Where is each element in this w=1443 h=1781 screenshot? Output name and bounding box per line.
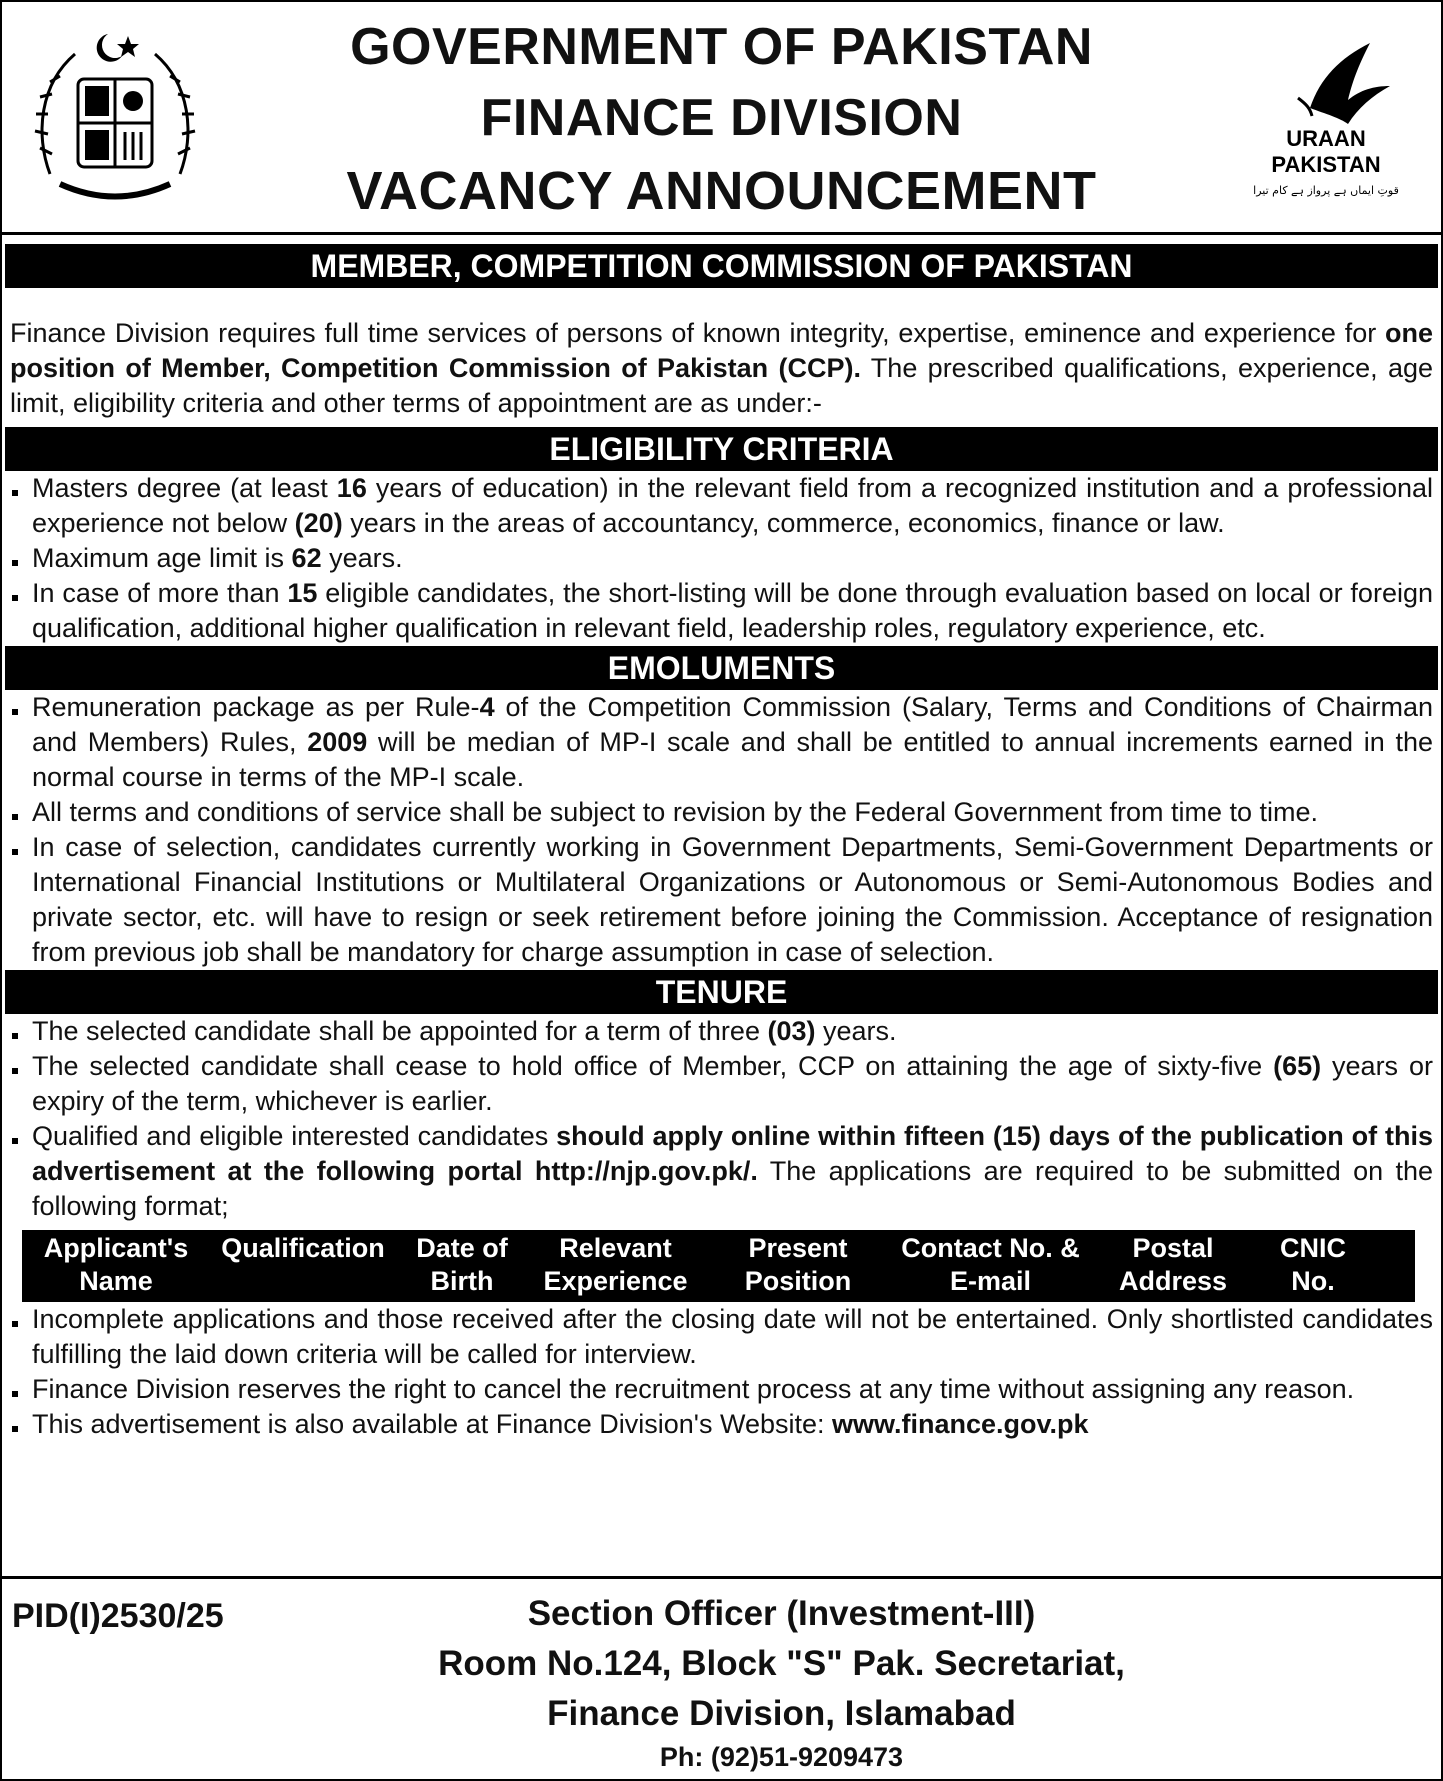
- list-item: All terms and conditions of service shall be subject to revision by the Federal Government from time to time.: [32, 795, 1433, 830]
- intro-paragraph: [2, 316, 1441, 421]
- application-format-table: [22, 1230, 1415, 1302]
- intro-text-end: The prescribed qualifications, experience, age limit, eligibility criteria and other terms of appointment are as under:-: [10, 353, 1433, 418]
- uraan-pakistan-logo: [1240, 38, 1412, 208]
- intro-bold-text: one position of Member, Competition Commission of Pakistan (CCP).: [10, 318, 1433, 383]
- list-item: The selected candidate shall cease to hold office of Member, CCP on attaining the age of sixty-five (65) years or expiry of the term, whichever is earlier.: [32, 1049, 1433, 1119]
- tenure-list: [2, 1014, 1441, 1224]
- emoluments-heading: EMOLUMENTS: [5, 646, 1438, 690]
- position-title-bar: MEMBER, COMPETITION COMMISSION OF PAKISTAN: [5, 244, 1438, 288]
- pid-number: PID(I)2530/25: [12, 1597, 224, 1635]
- list-item: In case of more than 15 eligible candidates, the short-listing will be done through evaluation based on local or foreign qualification, additional higher qualification in relevant field, leadership roles, regulatory experience, etc.: [32, 576, 1433, 646]
- format-column-header: CNIC No.: [1280, 1233, 1346, 1296]
- title-division: FINANCE DIVISION: [480, 89, 963, 147]
- format-column-header: Contact No. & E-mail: [901, 1233, 1080, 1296]
- format-column-header: Present Position: [744, 1233, 852, 1296]
- eligibility-heading: ELIGIBILITY CRITERIA: [5, 427, 1438, 471]
- list-item: Remuneration package as per Rule-4 of the Competition Commission (Salary, Terms and Conditions of Chairman and Members) Rules, 2009 will be median of MP-I scale and shall be entitled to annual increments earned in the normal course in terms of the MP-I scale.: [32, 690, 1433, 795]
- format-column-header: Postal Address: [1118, 1233, 1228, 1296]
- list-item: The selected candidate shall be appointed for a term of three (03) years.: [32, 1014, 1433, 1049]
- closing-list: [2, 1302, 1441, 1442]
- announcement-title: [232, 12, 1211, 228]
- format-column-header: Applicant's Name: [43, 1233, 189, 1296]
- list-item: Masters degree (at least 16 years of education) in the relevant field from a recognized institution and a professional experience not below (20) years in the areas of accountancy, commerce, economics, finance or law.: [32, 471, 1433, 541]
- format-column-header: Date of Birth: [416, 1233, 508, 1296]
- list-item: This advertisement is also available at Finance Division's Website: www.finance.gov.pk: [32, 1407, 1433, 1442]
- room-address: Room No.124, Block "S" Pak. Secretariat,: [438, 1644, 1125, 1683]
- eligibility-list: [2, 471, 1441, 646]
- contact-address: [282, 1589, 1281, 1775]
- list-item: Qualified and eligible interested candidates should apply online within fifteen (15) days of the publication of this advertisement at the following portal http://njp.gov.pk/. The applications are required to be submitted on the following format;: [32, 1119, 1433, 1224]
- footer: [2, 1576, 1441, 1779]
- list-item: Finance Division reserves the right to cancel the recruitment process at any time without assigning any reason.: [32, 1372, 1433, 1407]
- svg-text:قوتِ ایماں ہے پرواز ہے کام تیر: قوتِ ایماں ہے پرواز ہے کام تیرا: [1253, 184, 1399, 197]
- svg-text:URAAN: URAAN: [1286, 126, 1366, 151]
- phone-number: Ph: (92)51-9209473: [659, 1742, 904, 1772]
- intro-text: Finance Division requires full time services of persons of known integrity, expertise, eminence and experience for: [10, 318, 1385, 348]
- title-government: GOVERNMENT OF PAKISTAN: [350, 18, 1093, 76]
- emoluments-list: [2, 690, 1441, 970]
- list-item: In case of selection, candidates currently working in Government Departments, Semi-Government Departments or International Financial Institutions or Multilateral Organizations or Autonomous or Semi-Autonomous Bodies and private sector, etc. will have to resign or seek retirement before joining the Commission. Acceptance of resignation from previous job shall be mandatory for charge assumption in case of selection.: [32, 830, 1433, 970]
- header: [2, 2, 1441, 235]
- website-link[interactable]: www.finance.gov.pk: [832, 1409, 1089, 1439]
- tenure-heading: TENURE: [5, 970, 1438, 1014]
- section-officer: Section Officer (Investment-III): [527, 1594, 1036, 1633]
- list-item: Incomplete applications and those received after the closing date will not be entertained. Only shortlisted candidates fulfilling the laid down criteria will be called for interview.: [32, 1302, 1433, 1372]
- city-address: Finance Division, Islamabad: [547, 1694, 1016, 1733]
- format-column-header: Qualification: [221, 1233, 385, 1263]
- format-column-header: Relevant Experience: [543, 1233, 688, 1296]
- state-emblem-icon: [30, 24, 200, 210]
- title-vacancy: VACANCY ANNOUNCEMENT: [346, 161, 1097, 221]
- list-item: Maximum age limit is 62 years.: [32, 541, 1433, 576]
- svg-text:PAKISTAN: PAKISTAN: [1271, 152, 1381, 177]
